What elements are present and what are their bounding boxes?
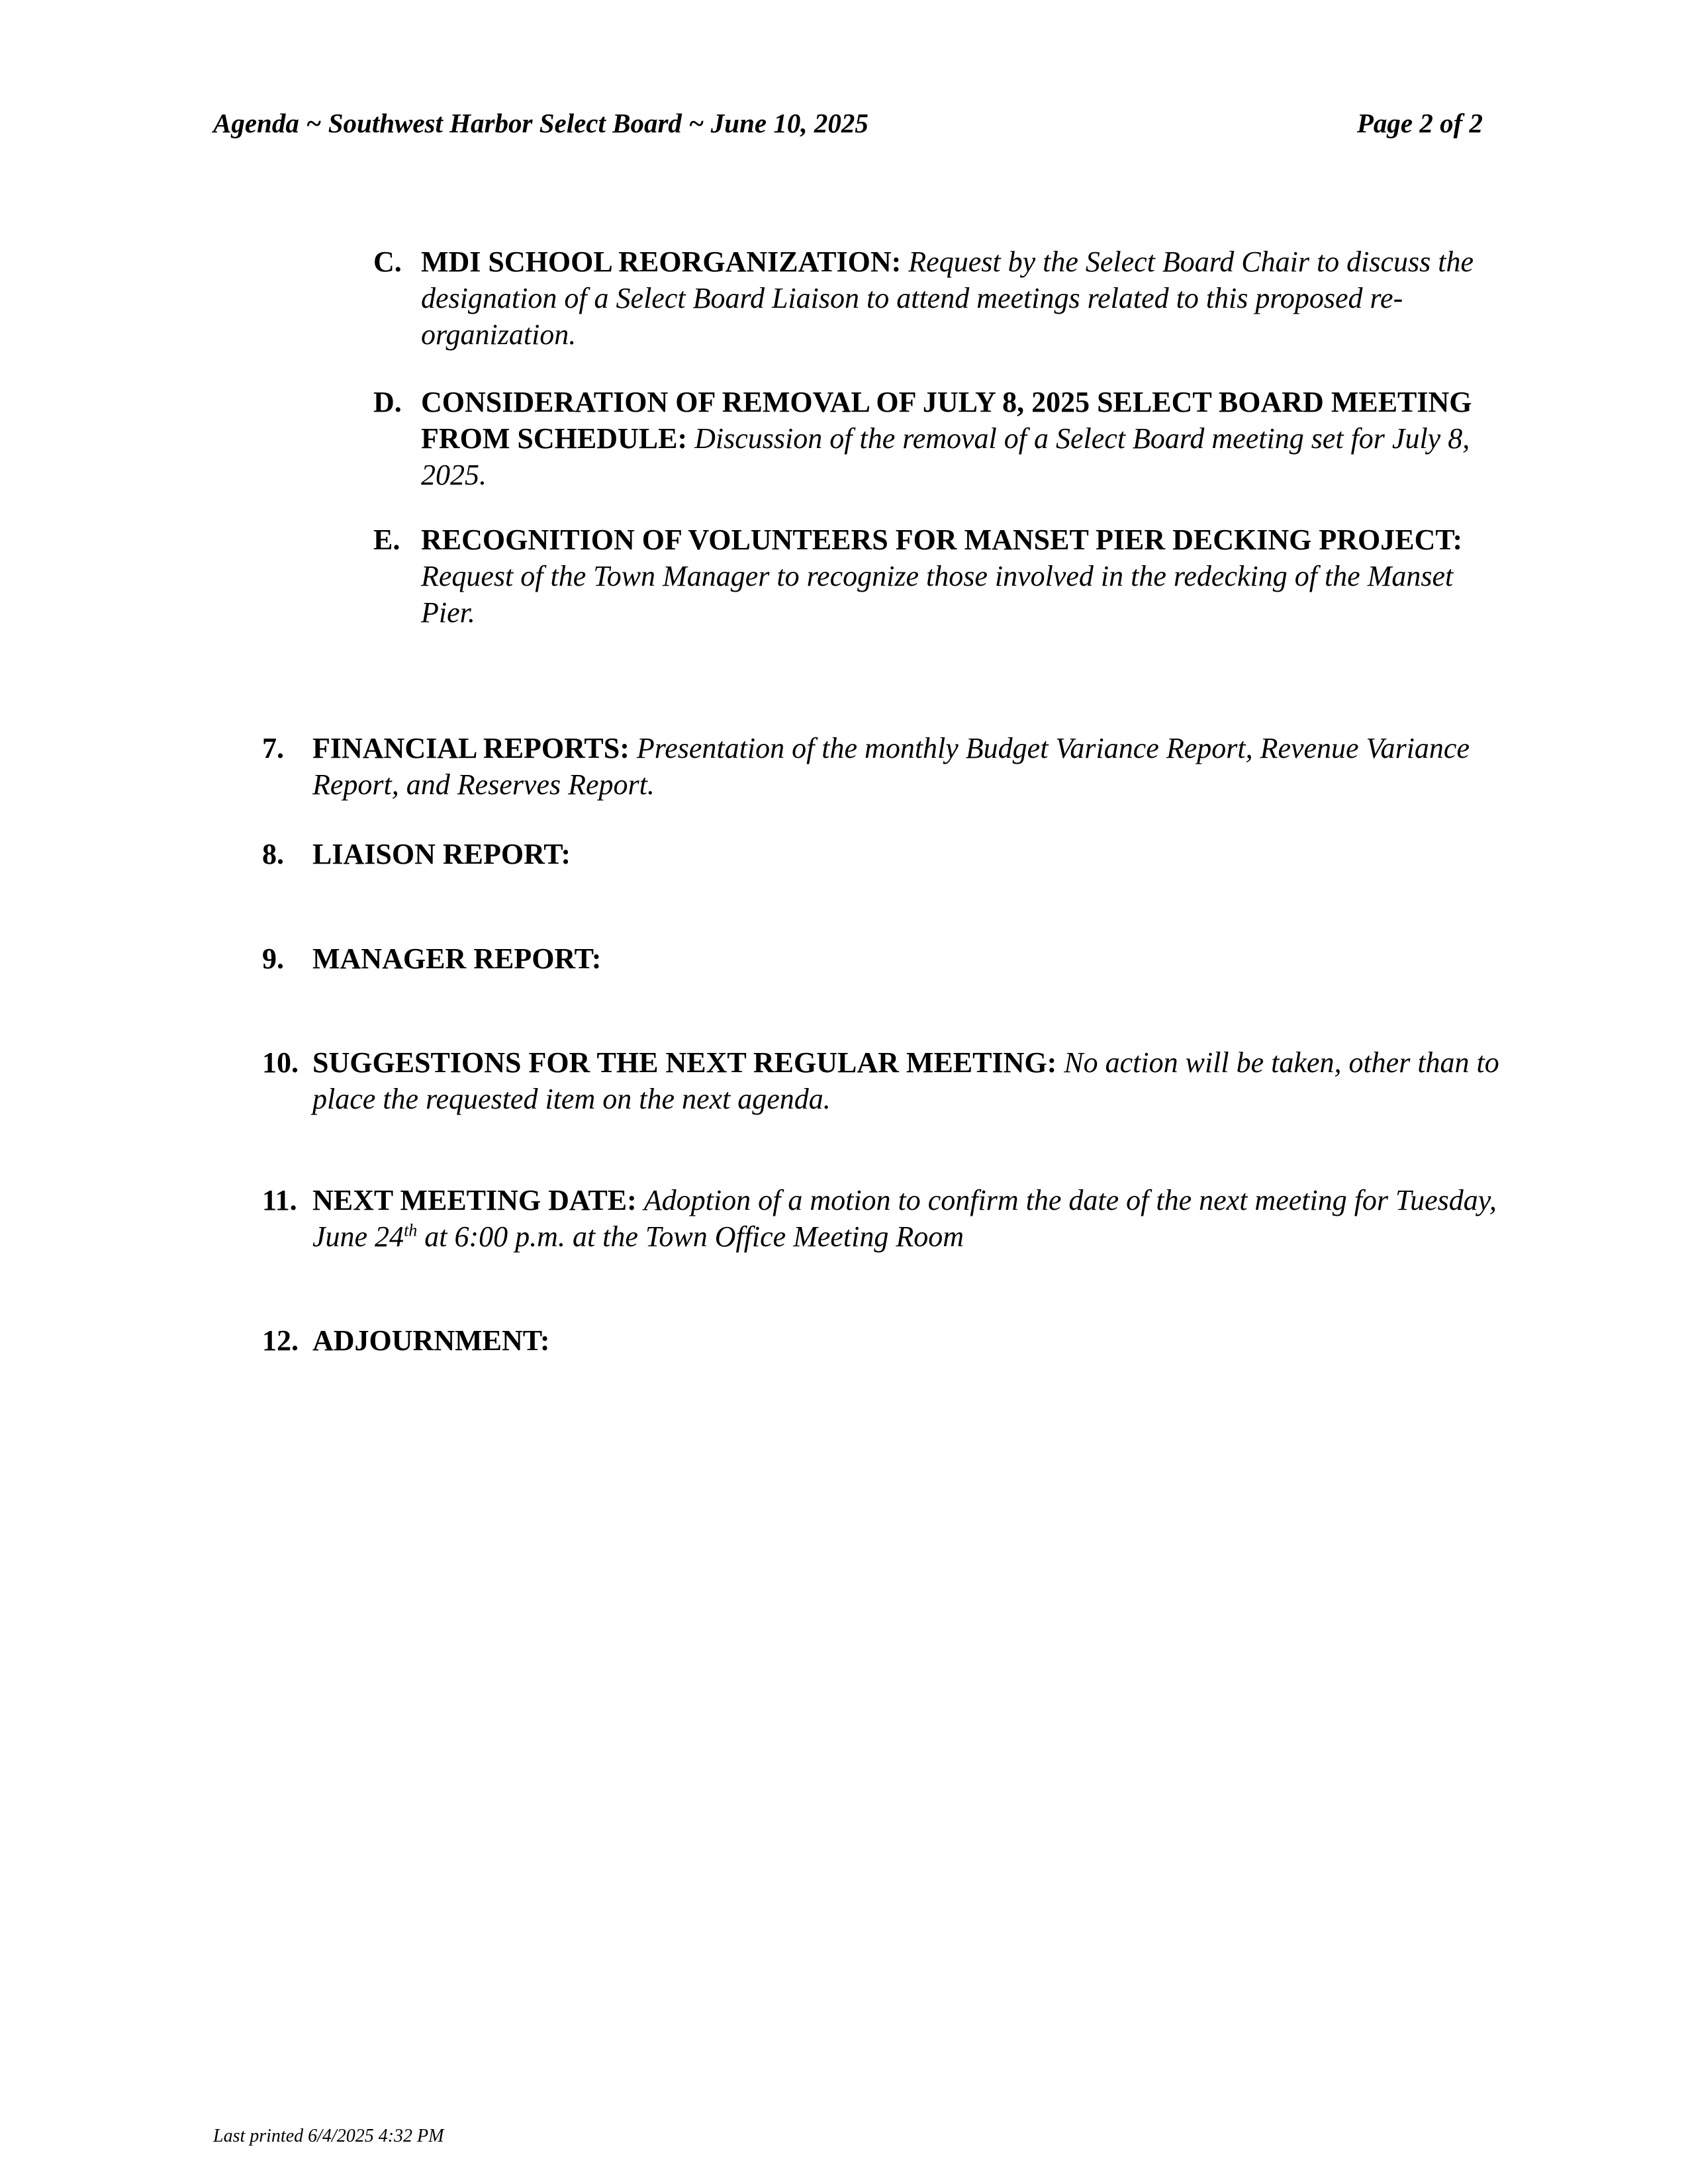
item-marker: 7. [262, 732, 284, 764]
item-description: Discussion of the removal of a Select Board meeting set for July 8, 2025. [421, 422, 1470, 491]
item-body [312, 1182, 1504, 1255]
item-marker: 11. [262, 1184, 297, 1216]
item-body [421, 522, 1493, 631]
item-title: CONSIDERATION OF REMOVAL OF JULY 8, 2025 SELECT BOARD MEETING FROM SCHEDULE: [421, 386, 1472, 455]
item-marker: 12. [262, 1324, 299, 1357]
item-title: RECOGNITION OF VOLUNTEERS FOR MANSET PIER DECKING PROJECT: [421, 523, 1463, 556]
item-title: FINANCIAL REPORTS: [312, 732, 637, 764]
item-description: Presentation of the monthly Budget Variance Report, Revenue Variance Report, and Reserves Report. [312, 732, 1470, 801]
item-marker: 8. [262, 838, 284, 870]
item-description: Request of the Town Manager to recognize those involved in the redecking of the Manset Pier. [421, 560, 1454, 629]
item-body [312, 730, 1504, 803]
item-marker: 10. [262, 1046, 299, 1079]
item-title: LIAISON REPORT: [312, 838, 571, 870]
item-body [421, 244, 1493, 353]
item-title: MDI SCHOOL REORGANIZATION: [421, 246, 909, 278]
item-body [312, 836, 1504, 872]
item-body [421, 384, 1493, 493]
item-marker: C. [373, 246, 402, 278]
page-number: Page 2 of 2 [1356, 108, 1483, 138]
item-description-part: at 6:00 p.m. at the Town Office Meeting Room [417, 1220, 964, 1253]
item-marker: 9. [262, 942, 284, 975]
item-description-part: Adoption of a motion to confirm the date of the next meeting for Tuesday, June 24 [312, 1184, 1497, 1253]
item-title: SUGGESTIONS FOR THE NEXT REGULAR MEETING: [312, 1046, 1064, 1079]
item-marker: D. [373, 386, 402, 418]
item-title: ADJOURNMENT: [312, 1324, 550, 1357]
item-body [312, 1322, 1504, 1359]
item-body [312, 1044, 1504, 1117]
item-title: NEXT MEETING DATE: [312, 1184, 644, 1216]
item-body [312, 940, 1504, 977]
item-marker: E. [373, 523, 400, 556]
ordinal-suffix: th [404, 1220, 418, 1240]
item-description: No action will be taken, other than to place the requested item on the next agenda. [312, 1046, 1499, 1115]
page-header-title: Agenda ~ Southwest Harbor Select Board ~ June 10, 2025 [213, 108, 868, 138]
item-description: Request by the Select Board Chair to discuss the designation of a Select Board Liaison to attend meetings related to this proposed re-organization. [421, 246, 1474, 351]
item-title: MANAGER REPORT: [312, 942, 602, 975]
last-printed-footer: Last printed 6/4/2025 4:32 PM [213, 2126, 444, 2146]
